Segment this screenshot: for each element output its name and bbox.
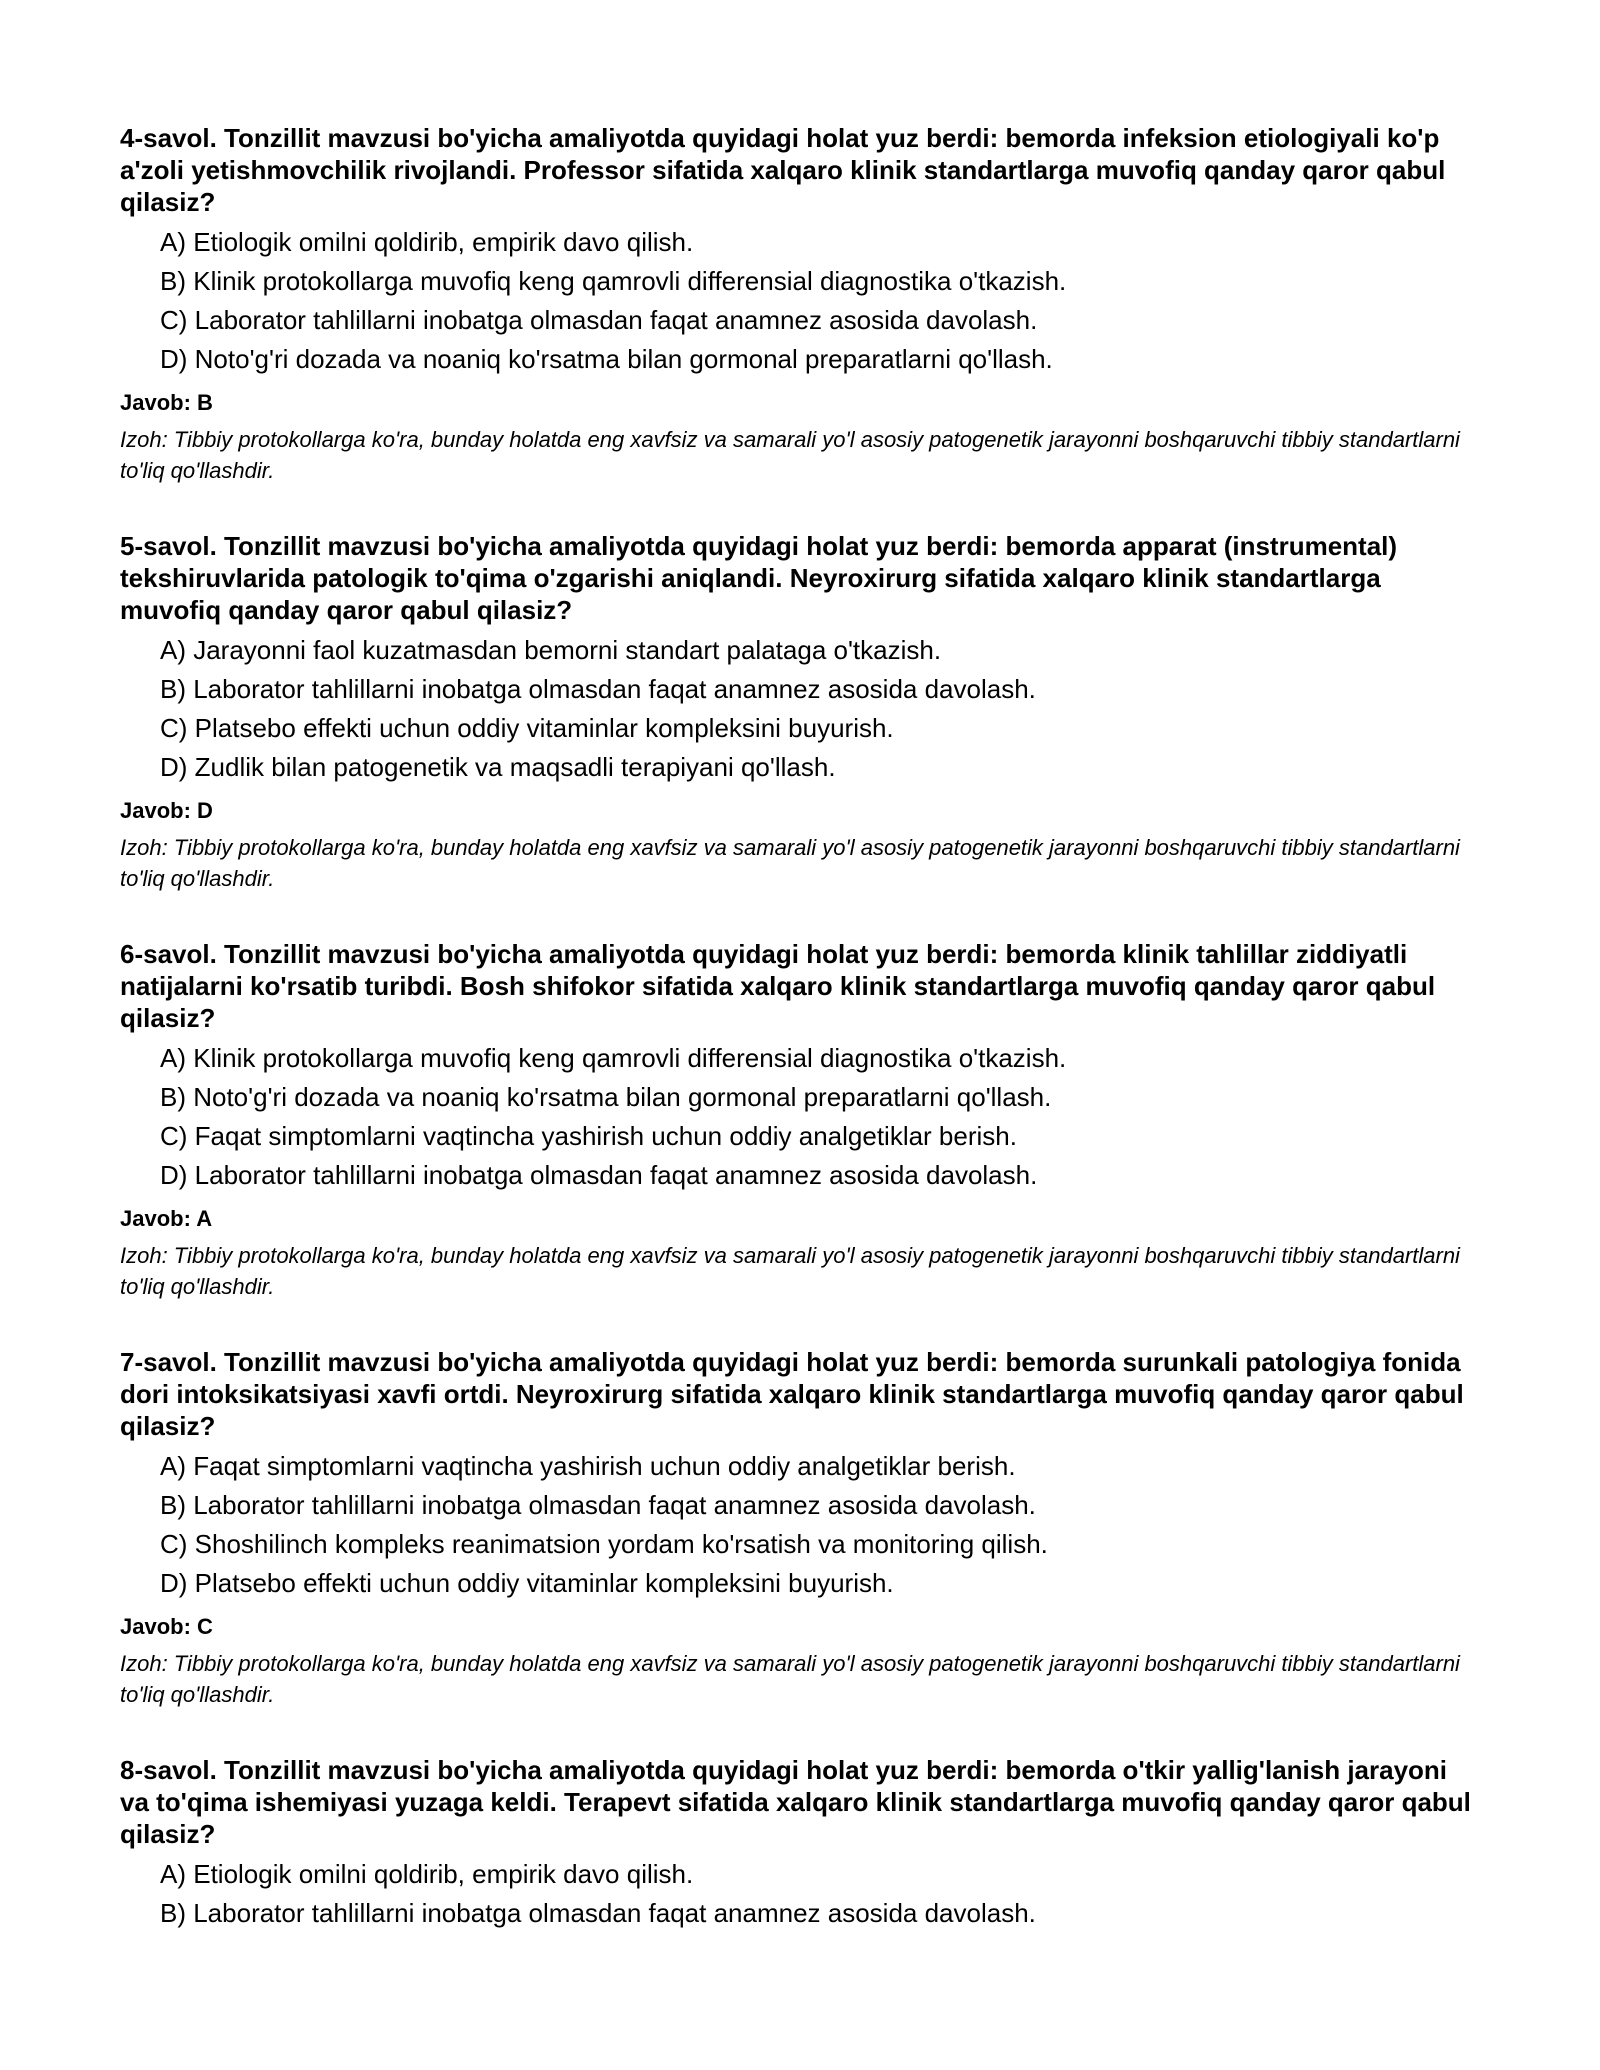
option-b: B) Laborator tahlillarni inobatga olmasdan faqat anamnez asosida davolash. [160,1490,1036,1520]
option-c: C) Shoshilinch kompleks reanimatsion yordam ko'rsatish va monitoring qilish. [160,1529,1048,1559]
explanation-note: Izoh: Tibbiy protokollarga ko'ra, bunday holatda eng xavfsiz va samarali yo'l asosiy patogenetik jarayonni boshqaruvchi tibbiy standartlarni to'liq qo'llashdir. [120,1243,1460,1299]
answer-label: Javob: A [120,1206,213,1231]
option-c: C) Faqat simptomlarni vaqtincha yashirish uchun oddiy analgetiklar berish. [160,1121,1017,1151]
option-a: A) Klinik protokollarga muvofiq keng qamrovli differensial diagnostika o'tkazish. [160,1043,1067,1073]
option-c: C) Platsebo effekti uchun oddiy vitaminlar kompleksini buyurish. [160,713,894,743]
option-b: B) Laborator tahlillarni inobatga olmasdan faqat anamnez asosida davolash. [160,1898,1036,1928]
question-8 [120,1754,1480,1928]
question-title: 5-savol. Tonzillit mavzusi bo'yicha amaliyotda quyidagi holat yuz berdi: bemorda apparat (instrumental) tekshiruvlarida patologik to'qima o'zgarishi aniqlandi. Neyroxirurg sifatida xalqaro klinik standartlarga muvofiq qanday qaror qabul qilasiz? [120,531,1398,625]
question-title: 4-savol. Tonzillit mavzusi bo'yicha amaliyotda quyidagi holat yuz berdi: bemorda infeksion etiologiyali ko'p a'zoli yetishmovchilik rivojlandi. Professor sifatida xalqaro klinik standartlarga muvofiq qanday qaror qabul qilasiz? [120,123,1446,217]
question-5 [120,530,1480,894]
option-a: A) Etiologik omilni qoldirib, empirik davo qilish. [160,1859,694,1889]
explanation-note: Izoh: Tibbiy protokollarga ko'ra, bunday holatda eng xavfsiz va samarali yo'l asosiy patogenetik jarayonni boshqaruvchi tibbiy standartlarni to'liq qo'llashdir. [120,427,1460,483]
option-d: D) Platsebo effekti uchun oddiy vitaminlar kompleksini buyurish. [160,1568,894,1598]
answer-label: Javob: B [120,390,213,415]
option-a: A) Jarayonni faol kuzatmasdan bemorni standart palataga o'tkazish. [160,635,942,665]
question-title: 6-savol. Tonzillit mavzusi bo'yicha amaliyotda quyidagi holat yuz berdi: bemorda klinik tahlillar ziddiyatli natijalarni ko'rsatib turibdi. Bosh shifokor sifatida xalqaro klinik standartlarga muvofiq qanday qaror qabul qilasiz? [120,939,1436,1033]
explanation-note: Izoh: Tibbiy protokollarga ko'ra, bunday holatda eng xavfsiz va samarali yo'l asosiy patogenetik jarayonni boshqaruvchi tibbiy standartlarni to'liq qo'llashdir. [120,1651,1460,1707]
question-title: 8-savol. Tonzillit mavzusi bo'yicha amaliyotda quyidagi holat yuz berdi: bemorda o'tkir yallig'lanish jarayoni va to'qima ishemiyasi yuzaga keldi. Terapevt sifatida xalqaro klinik standartlarga muvofiq qanday qaror qabul qilasiz? [120,1755,1471,1849]
answer-label: Javob: D [120,798,213,823]
answer-label: Javob: C [120,1614,213,1639]
question-6 [120,938,1480,1302]
option-b: B) Laborator tahlillarni inobatga olmasdan faqat anamnez asosida davolash. [160,674,1036,704]
option-c: C) Laborator tahlillarni inobatga olmasdan faqat anamnez asosida davolash. [160,305,1038,335]
question-7 [120,1346,1480,1710]
question-title: 7-savol. Tonzillit mavzusi bo'yicha amaliyotda quyidagi holat yuz berdi: bemorda surunkali patologiya fonida dori intoksikatsiyasi xavfi ortdi. Neyroxirurg sifatida xalqaro klinik standartlarga muvofiq qanday qaror qabul qilasiz? [120,1347,1464,1441]
question-4 [120,122,1480,486]
option-a: A) Faqat simptomlarni vaqtincha yashirish uchun oddiy analgetiklar berish. [160,1451,1016,1481]
document-page [120,122,1480,1972]
option-d: D) Noto'g'ri dozada va noaniq ko'rsatma bilan gormonal preparatlarni qo'llash. [160,344,1053,374]
option-b: B) Klinik protokollarga muvofiq keng qamrovli differensial diagnostika o'tkazish. [160,266,1067,296]
explanation-note: Izoh: Tibbiy protokollarga ko'ra, bunday holatda eng xavfsiz va samarali yo'l asosiy patogenetik jarayonni boshqaruvchi tibbiy standartlarni to'liq qo'llashdir. [120,835,1460,891]
option-d: D) Zudlik bilan patogenetik va maqsadli terapiyani qo'llash. [160,752,836,782]
option-a: A) Etiologik omilni qoldirib, empirik davo qilish. [160,227,694,257]
option-d: D) Laborator tahlillarni inobatga olmasdan faqat anamnez asosida davolash. [160,1160,1038,1190]
option-b: B) Noto'g'ri dozada va noaniq ko'rsatma bilan gormonal preparatlarni qo'llash. [160,1082,1052,1112]
